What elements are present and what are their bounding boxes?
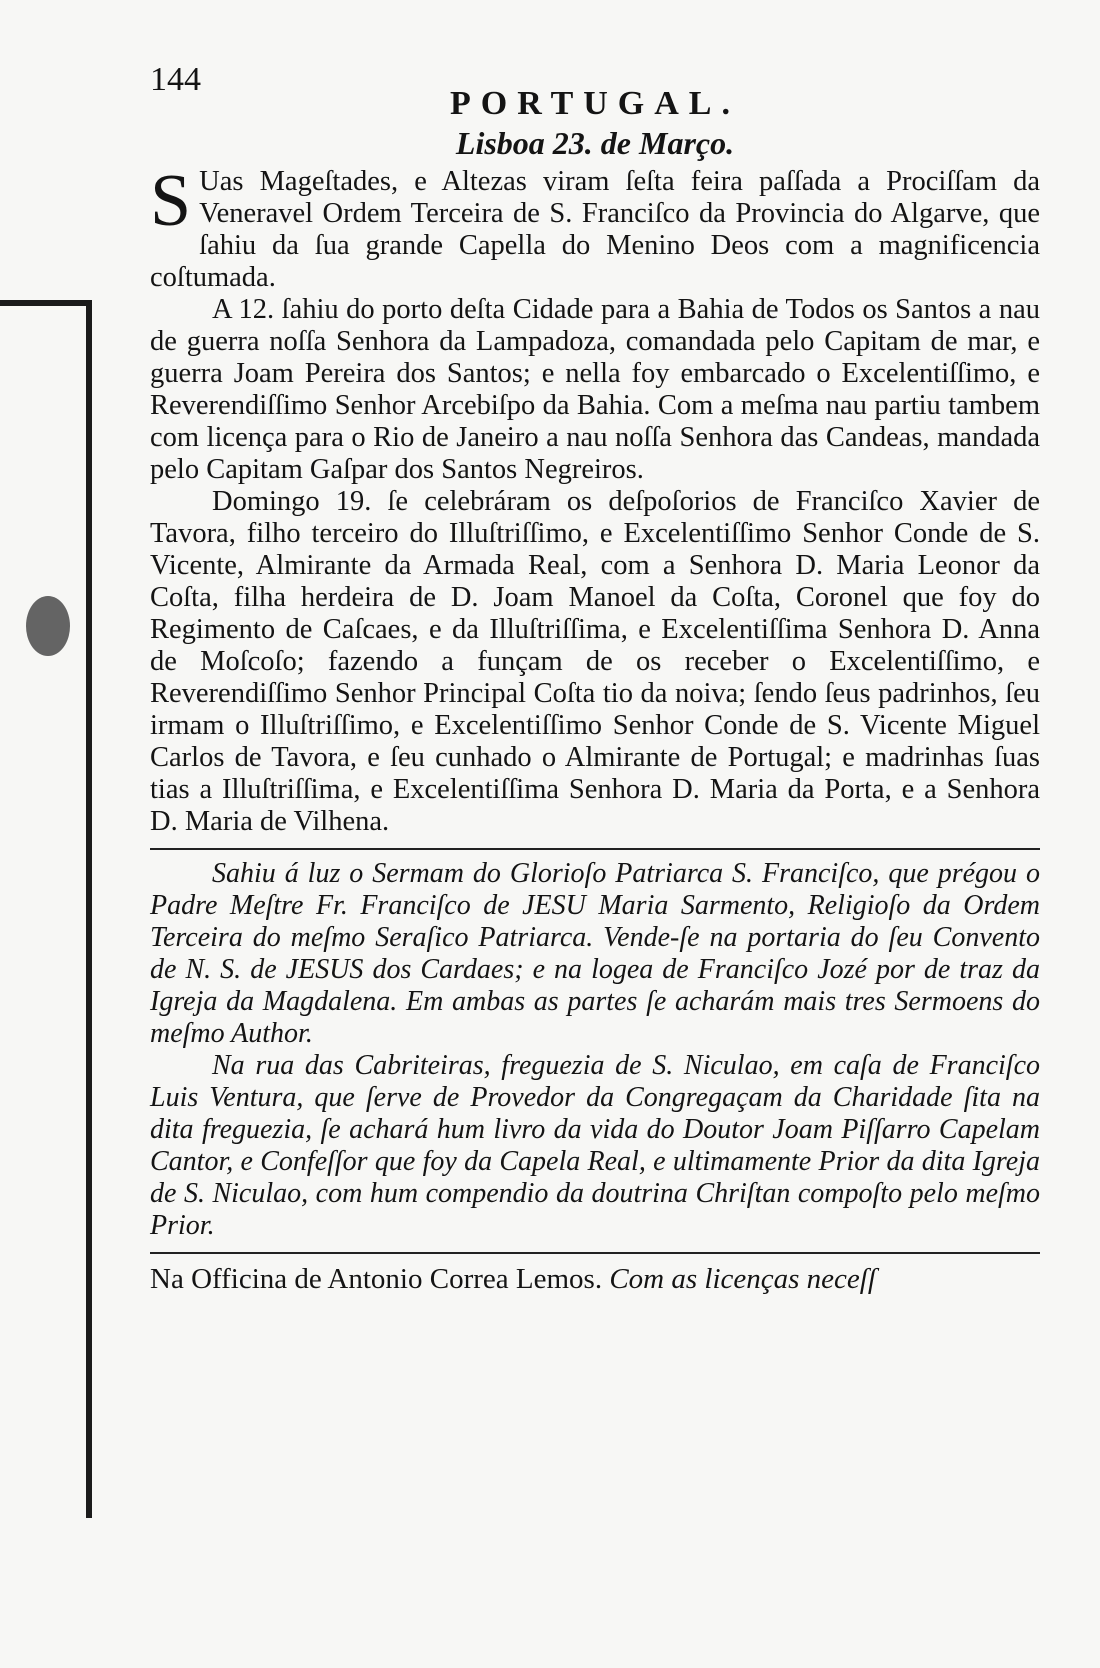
news-paragraph-2: A 12. ſahiu do porto deſta Cidade para a Bahia de Todos os Santos a nau de guerra noſſa Senhora da Lampadoza, comandada pelo Capitam de mar, e guerra Joam Pereira dos Santos; e nella foy embarcado o Excelentiſſimo, e Reverendiſſimo Senhor Arcebiſpo da Bahia. Com a meſma nau partiu tambem com licença para o Rio de Janeiro a nau noſſa Senhora das Candeas, mandada pelo Capitam Gaſpar dos Santos Negreiros. [150, 294, 1040, 485]
ink-blot [26, 596, 70, 656]
news-paragraph-3: Domingo 19. ſe celebráram os deſpoſorios de Franciſco Xavier de Tavora, filho terceiro do Illuſtriſſimo, e Excelentiſſimo Senhor Conde de S. Vicente, Almirante da Armada Real, com a Senhora D. Maria Leonor da Coſta, filha herdeira de D. Joam Manoel da Coſta, Coronel que foy do Regimento de Caſcaes, e da Illuſtriſſima, e Excelentiſſima Senhora D. Anna de Moſcoſo; fazendo a funçam de os receber o Excelentiſſimo, e Reverendiſſimo Senhor Principal Coſta tio da noiva; ſendo ſeus padrinhos, ſeu irmam o Illuſtriſſimo, e Excelentiſſimo Senhor Conde de S. Vicente Miguel Carlos de Tavora, e ſeu cunhado o Almirante de Portugal; e madrinhas ſuas tias a Illuſtriſſima, e Excelentiſſima Senhora D. Maria da Porta, e a Senhora D. Maria de Vilhena. [150, 486, 1040, 837]
dateline: Lisboa 23. de Março. [455, 125, 735, 161]
notice-paragraph-1: Sahiu á luz o Sermam do Glorioſo Patriarca S. Franciſco, que prégou o Padre Meſtre Fr. Franciſco de JESU Maria Sarmento, Religioſo da Ordem Terceira do meſmo Seraſico Patriarca. Vende-ſe na portaria do ſeu Convento de N. S. de JESUS dos Cardaes; e na logea de Franciſco Jozé por de traz da Igreja da Magdalena. Em ambas as partes ſe acharám mais tres Sermoens do meſmo Author. [150, 858, 1040, 1049]
page-number: 144 [150, 61, 201, 98]
notice-paragraph-2: Na rua das Cabriteiras, freguezia de S. Niculao, em caſa de Franciſco Luis Ventura, que ſerve de Provedor da Congregaçam da Charidade ſita na dita freguezia, ſe achará hum livro da vida do Doutor Joam Piſſarro Capelam Cantor, e Confeſſor que foy da Capela Real, e ultimamente Prior da dita Igreja de S. Niculao, com hum compendio da doutrina Chriſtan compoſto pelo meſmo Prior. [150, 1050, 1040, 1241]
drop-cap: S [150, 160, 192, 242]
imprint-line [150, 1262, 1040, 1296]
adjacent-page-edge [0, 300, 92, 1518]
section-heading: PORTUGAL. [450, 85, 740, 122]
imprint-text: Na Officina de Antonio Correa Lemos. [150, 1263, 603, 1295]
page-content [150, 56, 1040, 1296]
news-paragraph-1-text: Uas Mageſtades, e Altezas viram ſeſta feira paſſada a Prociſſam da Veneravel Ordem Terceira de S. Franciſco da Provincia do Algarve, que ſahiu da ſua grande Capella do Menino Deos com a magnificencia coſtumada. [150, 166, 1040, 293]
notices-section [150, 858, 1040, 1242]
news-paragraph-1 [150, 160, 1040, 294]
imprint-licences: Com as licenças neceſſ [609, 1263, 876, 1295]
divider-rule [150, 848, 1040, 850]
divider-rule-bottom [150, 1252, 1040, 1254]
